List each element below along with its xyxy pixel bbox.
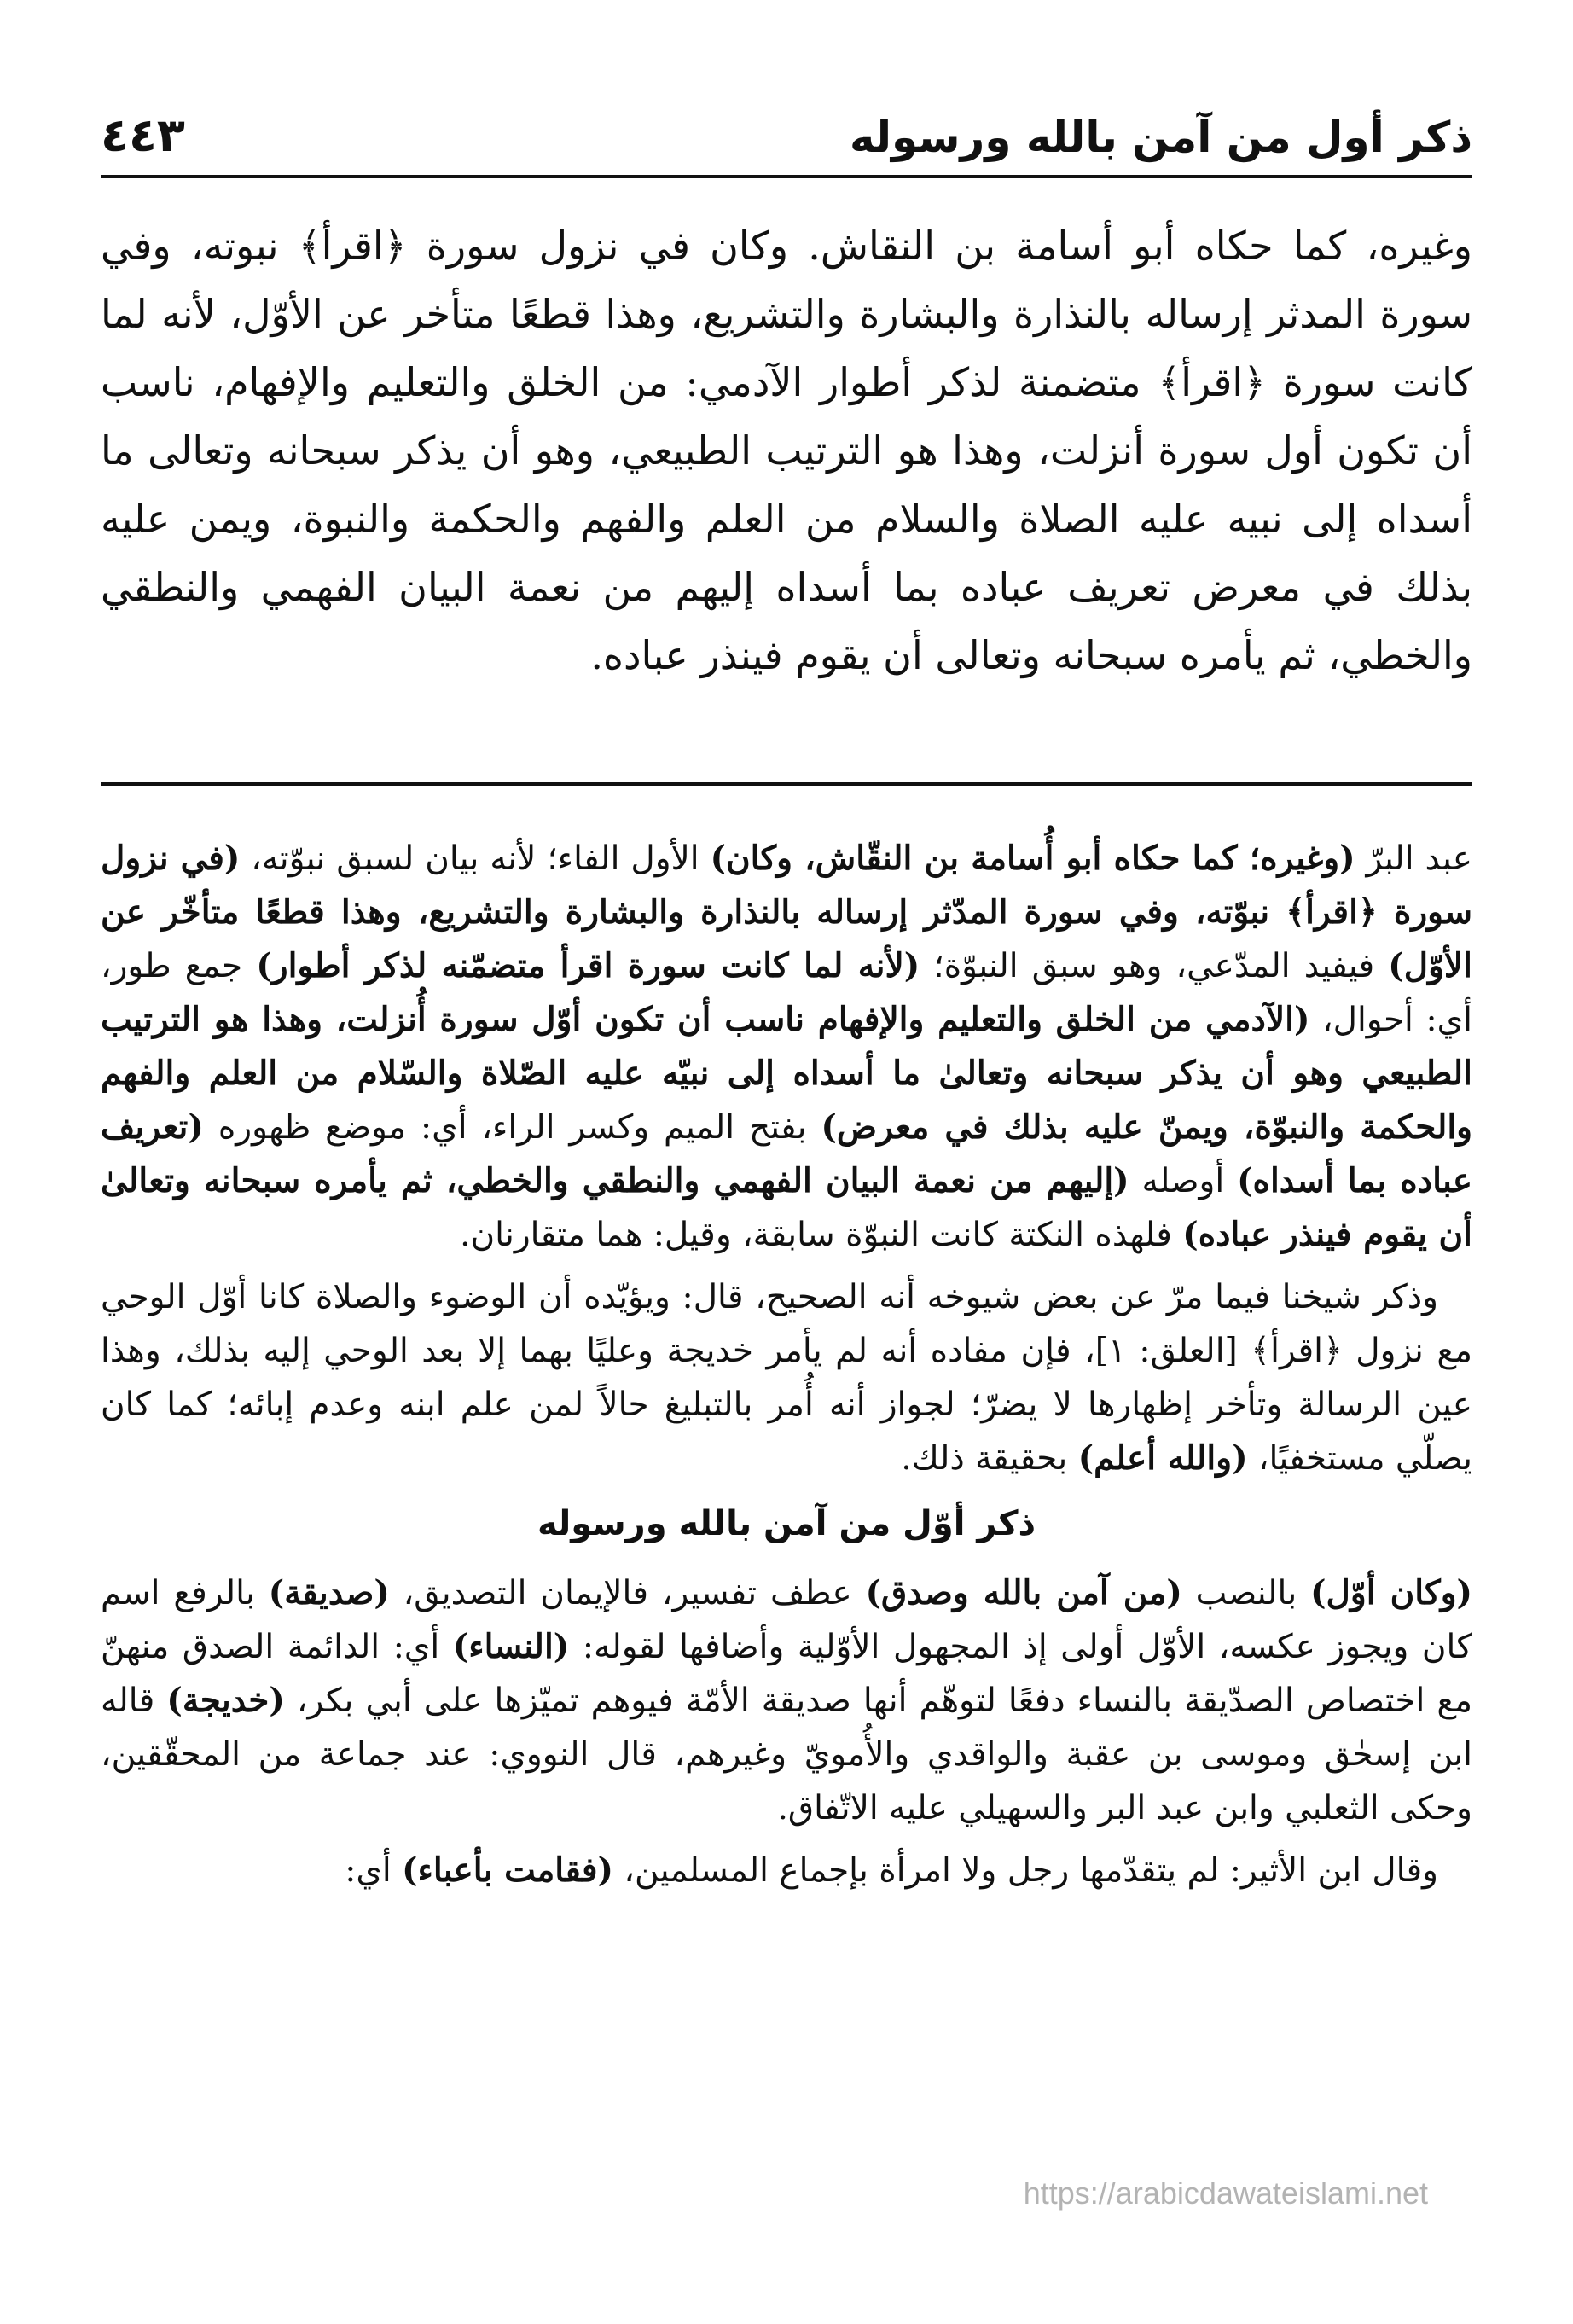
commentary-text: بفتح الميم وكسر الراء، أي: موضع ظهوره xyxy=(203,1108,821,1147)
main-text: وغيره، كما حكاه أبو أسامة بن النقاش. وكان في نزول سورة ﴿اقرأ﴾ نبوته، وفي سورة المدثر إرساله بالنذارة والبشارة والتشريع، وهذا قطعًا متأخر عن الأوّل، لأنه لما كانت سورة ﴿اقرأ﴾ متضمنة لذكر أطوار الآدمي: من الخلق والتعليم والإفهام، ناسب أن تكون أول سورة أنزلت، وهذا هو الترتيب الطبيعي، وهو أن يذكر سبحانه وتعالى ما أسداه إلى نبيه عليه الصلاة والسلام من العلم والفهم والحكمة والنبوة، ويمن عليه بذلك في معرض تعريف عباده بما أسداه إليهم من نعمة البيان الفهمي والنطقي والخطي، ثم يأمره سبحانه وتعالى أن يقوم فينذر عباده. xyxy=(101,223,1472,678)
commentary-text: فيفيد المدّعي، وهو سبق النبوّة؛ xyxy=(920,947,1389,985)
quoted-main-text: (وغيره؛ كما حكاه أبو أُسامة بن النقّاش، وكان) xyxy=(710,839,1355,878)
commentary-text: بحقيقة ذلك. xyxy=(901,1439,1078,1478)
page-number: ٤٤٣ xyxy=(101,108,185,162)
commentary-text: جمع طور، أي: أحوال، xyxy=(101,947,1472,1039)
commentary-paragraph xyxy=(101,1270,1472,1485)
commentary-text: فلهذه النكتة كانت النبوّة سابقة، وقيل: هما متقارنان. xyxy=(460,1216,1183,1254)
commentary-text: بالنصب xyxy=(1181,1574,1311,1612)
quoted-main-text: (النساء) xyxy=(452,1627,570,1666)
commentary-text: قاله ابن إسحٰق وموسى بن عقبة والواقدي والأُمويّ وغيرهم، قال النووي: عند جماعة من المحقّقين، وحكى الثعلبي وابن عبد البر والسهيلي عليه الاتّفاق. xyxy=(101,1682,1472,1827)
quoted-main-text: (صديقة) xyxy=(268,1573,390,1612)
quoted-main-text: (من آمن بالله وصدق) xyxy=(865,1573,1182,1612)
quoted-main-text: (والله أعلم) xyxy=(1077,1438,1248,1478)
quoted-main-text: (إليهم من نعمة البيان الفهمي والنطقي والخطي، ثم يأمره سبحانه وتعالىٰ أن يقوم فينذر عباده) xyxy=(101,1161,1472,1254)
commentary xyxy=(101,832,1472,1906)
commentary-text: وقال ابن الأثير: لم يتقدّمها رجل ولا امرأة بإجماع المسلمين، xyxy=(613,1851,1438,1890)
quoted-main-text: (الآدمي من الخلق والتعليم والإفهام ناسب أن تكون أوّل سورة أُنزلت، وهذا هو الترتيب الطبيعي وهو أن يذكر سبحانه وتعالىٰ ما أسداه إلى نبيّه عليه الصّلاة والسّلام من العلم والفهم والحكمة والنبوّة، ويمنّ عليه بذلك في معرض) xyxy=(101,1000,1473,1147)
commentary-text: وذكر شيخنا فيما مرّ عن بعض شيوخه أنه الصحيح، قال: ويؤيّده أن الوضوء والصلاة كانا أوّل الوحي مع نزول ﴿اقرأ﴾ [العلق: ١]، فإن مفاده أنه لم يأمر خديجة وعليًا بهما إلا بعد الوحي إليه بذلك، وهذا عين الرسالة وتأخر إظهارها لا يضرّ؛ لجواز أنه أُمر بالتبليغ حالاً لمن علم ابنه وعدم إبائه؛ كما كان يصلّي مستخفيًا، xyxy=(101,1278,1473,1478)
commentary-text: أوصله xyxy=(1129,1162,1238,1200)
commentary-text: أي: xyxy=(345,1851,403,1890)
quoted-main-text: (خديجة) xyxy=(166,1681,285,1720)
quoted-main-text: (في نزول سورة ﴿اقرأ﴾ نبوّته، وفي سورة المدّثر إرساله بالنذارة والبشارة والتشريع، وهذا قطعًا متأخّر عن الأوّل) xyxy=(101,839,1472,985)
commentary-text: أي: الدائمة الصدق منهنّ مع اختصاص الصدّيقة بالنساء دفعًا لتوهّم أنها صديقة الأمّة فيوهم تميّزها على أبي بكر، xyxy=(101,1628,1472,1720)
commentary-paragraph xyxy=(101,832,1472,1262)
commentary-text: بالرفع اسم كان ويجوز عكسه، الأوّل أولى إذ المجهول الأوّلية وأضافها لقوله: xyxy=(101,1574,1472,1666)
quoted-main-text: (تعريف عباده بما أسداه) xyxy=(101,1107,1472,1200)
commentary-text: عبد البرّ xyxy=(1355,840,1472,878)
commentary-text: الأول الفاء؛ لأنه بيان لسبق نبوّته، xyxy=(240,840,711,878)
commentary-paragraph xyxy=(101,1566,1472,1835)
commentary-separator-rule xyxy=(101,782,1472,786)
commentary-paragraph xyxy=(101,1844,1472,1897)
header-rule xyxy=(101,175,1472,178)
quoted-main-text: (لأنه لما كانت سورة اقرأ متضمّنه لذكر أطوار) xyxy=(256,946,920,985)
running-header xyxy=(101,94,1472,162)
commentary-text: عطف تفسير، فالإيمان التصديق، xyxy=(389,1574,866,1612)
quoted-main-text: (وكان أوّل) xyxy=(1310,1573,1472,1612)
watermark-url: https://arabicdawateislami.net xyxy=(1023,2176,1428,2211)
section-heading: ذكر أوّل من آمن بالله ورسوله xyxy=(537,1504,1036,1543)
quoted-main-text: (فقامت بأعباء) xyxy=(402,1850,614,1890)
running-title: ذكر أول من آمن بالله ورسوله xyxy=(849,113,1472,162)
